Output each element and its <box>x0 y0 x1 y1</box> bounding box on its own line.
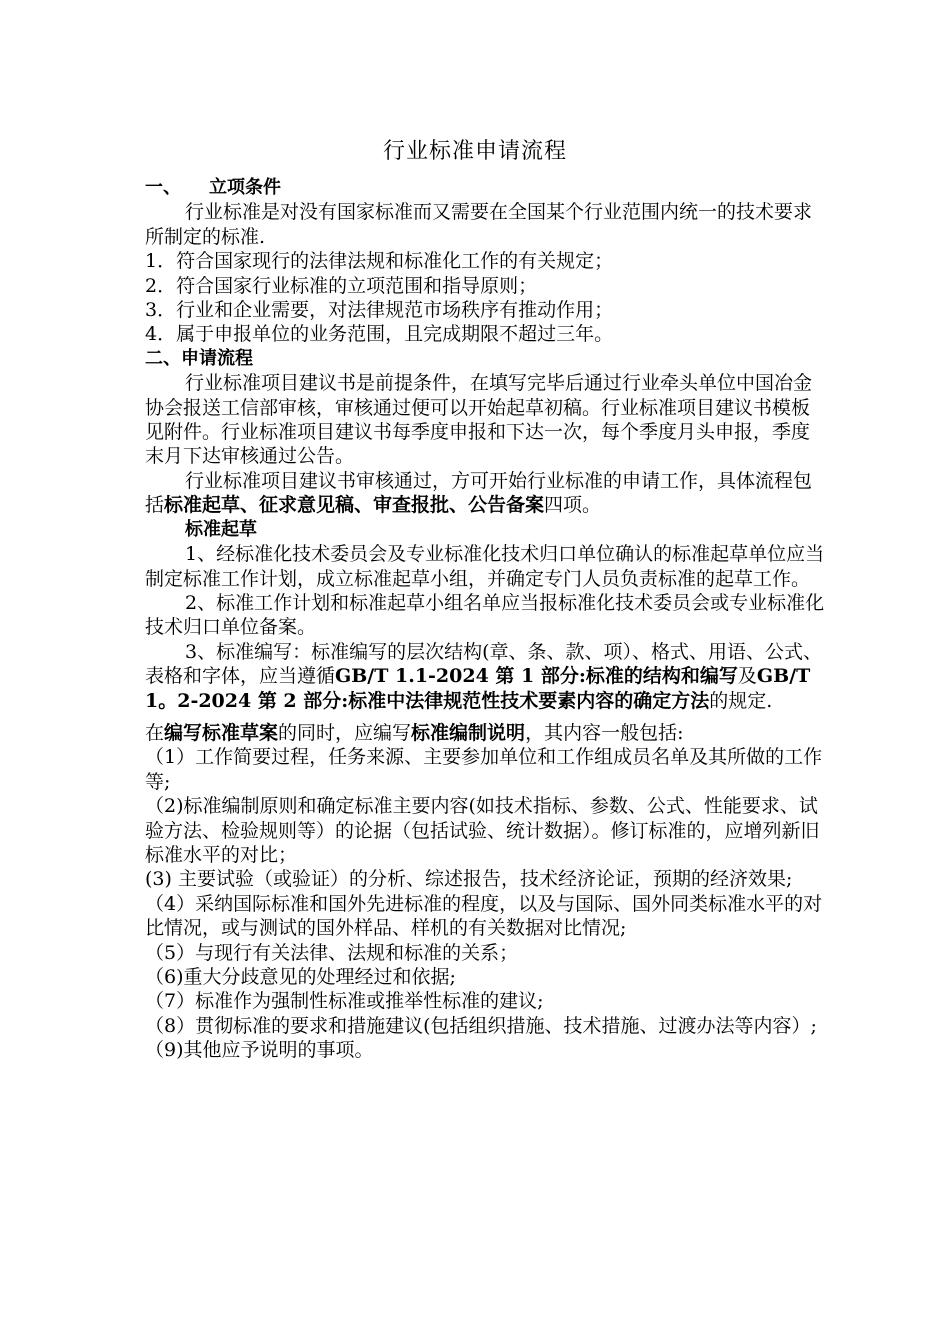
explanation-item: （6)重大分歧意见的处理经过和依据; <box>145 966 456 988</box>
explanation-item: （1）工作简要过程，任务来源、主要参加单位和工作组成员名单及其所做的工作等; <box>145 746 823 793</box>
explanation-item: (3) 主要试验（或验证）的分析、综述报告，技术经济论证，预期的经济效果; <box>145 868 793 891</box>
standard-ref-2: GB/T 1。2-2024 第 2 部分:标准中法律规范性技术要素内容的确定方法 <box>145 665 811 712</box>
document-body <box>145 176 825 1063</box>
drafting-step-2: 2、标准工作计划和标准起草小组名单应当报标准化技术委员会或专业标准化技术归口单位备案。 <box>145 591 825 639</box>
section2-heading: 二、申请流程 <box>145 347 253 369</box>
section1-intro: 行业标准是对没有国家标准而又需要在全国某个行业范围内统一的技术要求所制定的标准. <box>145 201 813 248</box>
explanation-intro: 在编写标准草案的同时，应编写标准编制说明，其内容一般包括: <box>145 721 684 744</box>
explanation-item: （9)其他应予说明的事项。 <box>145 1039 374 1062</box>
explanation-item: （2)标准编制原则和确定标准主要内容(如技术指标、参数、公式、性能要求、试验方法、检验规则等）的论据（包括试验、统计数据）。修订标准的，应增列新旧标准水平的对比； <box>145 795 820 866</box>
explanation-item: （4）采纳国际标准和国外先进标准的程度，以及与国际、国外同类标准水平的对比情况，或与测试的国外样品、样机的有关数据对比情况; <box>145 892 823 940</box>
drafting-step-1: 1、经标准化技术委员会及专业标准化技术归口单位确认的标准起草单位应当制定标准工作计划，成立标准起草小组，并确定专门人员负责标准的起草工作。 <box>145 543 825 590</box>
section1-heading <box>145 176 825 200</box>
section1-item: 1．符合国家现行的法律法规和标准化工作的有关规定； <box>145 250 614 273</box>
section2-para1: 行业标准项目建议书是前提条件，在填写完毕后通过行业牵头单位中国冶金协会报送工信部审核，审核通过便可以开始起草初稿。行业标准项目建议书模板见附件。行业标准项目建议书每季度申报和下达一次，每个季度月头申报，季度末月下达审核通过公告。 <box>145 372 813 468</box>
document-title: 行业标准申请流程 <box>382 139 567 164</box>
standard-ref-1: GB/T 1.1-2024 第 1 部分:标准的结构和编写 <box>335 665 738 688</box>
drafting-subheading: 标准起草 <box>185 518 257 540</box>
section1-heading-text: 立项条件 <box>209 177 281 198</box>
drafting-step-3: 3、标准编写：标准编写的层次结构(章、条、款、项）、格式、用语、公式、表格和字体，应当遵循GB/T 1.1-2024 第 1 部分:标准的结构和编写及GB/T 1。2-2024 第 2 部分:标准中法律规范性技术要素内容的确定方法的规定. <box>145 640 823 712</box>
section2-para2: 行业标准项目建议书审核通过，方可开始行业标准的申请工作，具体流程包括标准起草、征求意见稿、审查报批、公告备案四项。 <box>145 469 813 517</box>
explanation-item: （8）贯彻标准的要求和措施建议(包括组织措施、技术措施、过渡办法等内容）; <box>145 1014 817 1037</box>
section1-item: 3．行业和企业需要，对法律规范市场秩序有推动作用； <box>145 299 614 322</box>
section1-item: 4．属于申报单位的业务范围，且完成期限不超过三年。 <box>145 323 614 346</box>
explanation-item: （7）标准作为强制性标准或推举性标准的建议; <box>145 990 544 1013</box>
section1-item: 2．符合国家行业标准的立项范围和指导原则； <box>145 274 538 297</box>
process-steps-bold: 标准起草、征求意见稿、审查报批、公告备案 <box>164 494 545 517</box>
explanation-item: （5）与现行有关法律、法规和标准的关系； <box>145 941 519 964</box>
section1-number: 一、 <box>145 177 181 198</box>
